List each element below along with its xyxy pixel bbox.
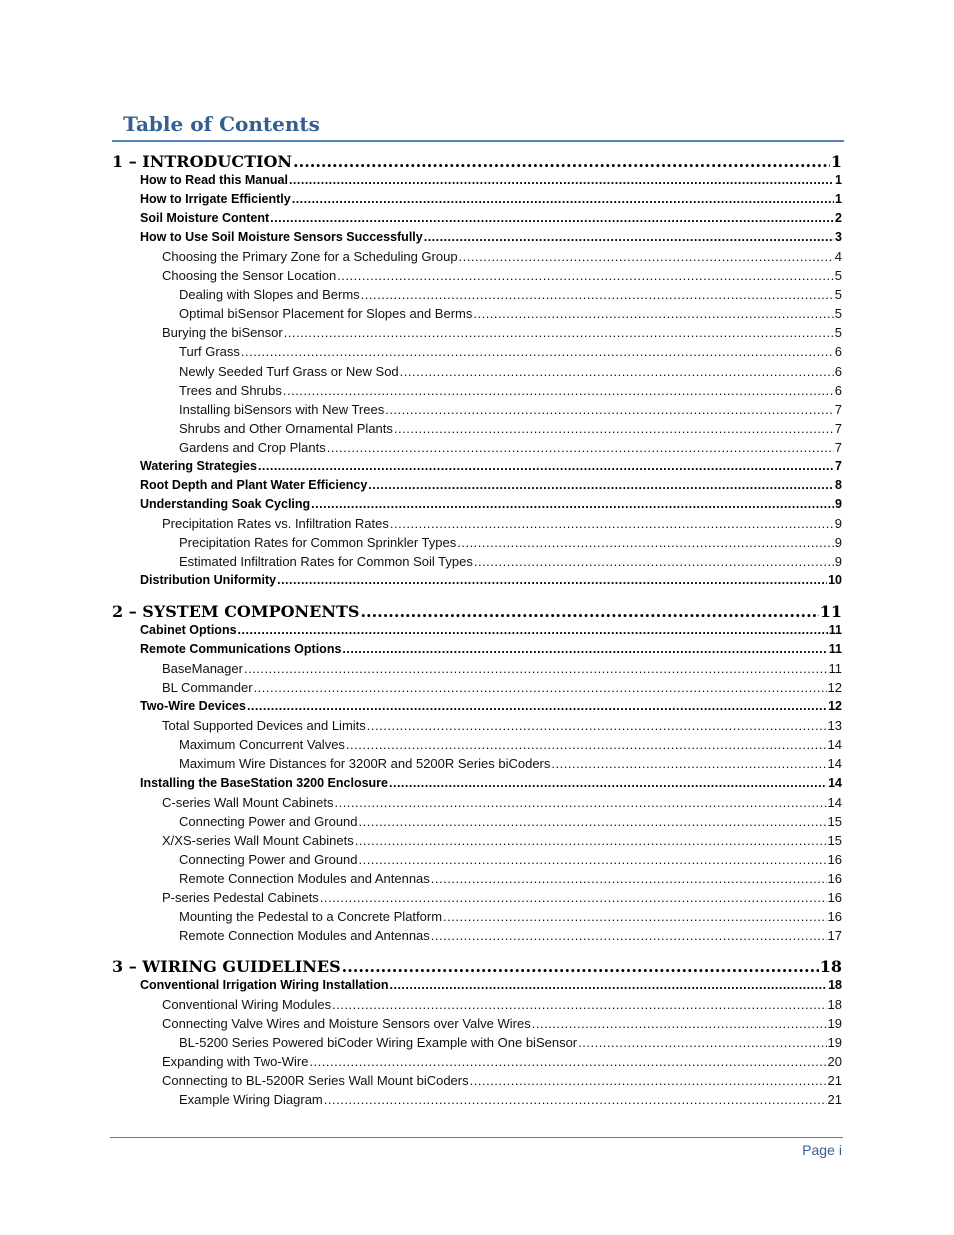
dot-leader [390, 976, 828, 995]
toc-entry-title: Conventional Wiring Modules [162, 997, 332, 1012]
toc-entry-page: 1 [830, 152, 842, 171]
toc-entry-page: 15 [827, 832, 842, 848]
toc-entry-title: Distribution Uniformity [140, 573, 277, 588]
toc-entry-page: 7 [834, 420, 842, 436]
toc-entry-page: 14 [827, 737, 842, 753]
toc-entry-title: Gardens and Crop Plants [179, 439, 326, 455]
toc-entry[interactable] [179, 533, 842, 552]
dot-leader [431, 926, 827, 945]
dot-leader [390, 514, 834, 533]
toc-entry-page: 11 [819, 602, 842, 622]
toc-entry-page: 7 [834, 401, 842, 417]
toc-entry-title: Newly Seeded Turf Grass or New Sod [179, 363, 399, 379]
toc-entry[interactable] [162, 247, 842, 266]
footer-divider [110, 1137, 843, 1138]
toc-entry-page: 17 [827, 927, 842, 943]
toc-entry-page: 8 [835, 477, 842, 492]
dot-leader [346, 735, 827, 754]
toc-entry-page: 5 [834, 306, 842, 322]
dot-leader [355, 831, 827, 850]
toc-entry[interactable] [162, 793, 842, 812]
toc-entry[interactable] [162, 1052, 842, 1071]
toc-entry-page: 4 [834, 249, 842, 265]
dot-leader [431, 869, 827, 888]
toc-entry-page: 2 [835, 211, 842, 226]
toc-entry[interactable] [140, 228, 842, 247]
toc-entry-title: Cabinet Options [140, 623, 237, 638]
toc-entry[interactable] [162, 678, 842, 697]
toc-entry-title: Choosing the Sensor Location [162, 268, 337, 284]
dot-leader [470, 1071, 827, 1090]
dot-leader [424, 228, 834, 247]
toc-entry-page: 11 [828, 642, 842, 657]
page-footer [802, 1142, 842, 1158]
toc-entry[interactable] [179, 552, 842, 571]
toc-entry-title: Turf Grass [179, 344, 240, 360]
toc-entry-page: 16 [827, 870, 842, 886]
footer-page-number: i [838, 1142, 842, 1158]
toc-entry-page: 18 [819, 956, 842, 976]
toc-entry-title: Precipitation Rates for Common Sprinkler Types [179, 534, 457, 550]
toc-entry[interactable] [162, 1014, 842, 1033]
toc-entry-page: 1 [835, 173, 842, 187]
toc-entry-title: BaseManager [162, 661, 243, 677]
toc-entry-title: Burying the biSensor [162, 325, 283, 341]
toc-entry-title: Root Depth and Plant Water Efficiency [140, 477, 368, 492]
toc-entry-title: Mounting the Pedestal to a Concrete Platform [179, 908, 443, 924]
toc-entry-title: Trees and Shrubs [179, 382, 282, 398]
toc-entry-page: 13 [827, 718, 842, 734]
dot-leader [244, 659, 828, 678]
toc-entry-title: 1 – INTRODUCTION [112, 152, 293, 171]
toc-entry-page: 7 [835, 458, 842, 473]
dot-leader [247, 697, 827, 716]
toc-entry-page: 9 [834, 554, 842, 569]
toc-entry-title: Shrubs and Other Ornamental Plants [179, 420, 393, 436]
toc-entry[interactable] [140, 621, 842, 640]
toc-entry-title: BL Commander [162, 680, 253, 696]
toc-entry[interactable] [179, 419, 842, 438]
toc-entry-page: 18 [828, 977, 842, 992]
dot-leader [327, 438, 834, 457]
dot-leader [532, 1014, 827, 1033]
toc-entry[interactable] [162, 514, 842, 533]
toc-entry-page: 7 [834, 439, 842, 455]
toc-entry-page: 21 [827, 1092, 842, 1108]
toc-entry-title: Conventional Irrigation Wiring Installation [140, 977, 389, 992]
toc-entry[interactable] [162, 266, 842, 285]
toc-entry-title: 3 – WIRING GUIDELINES [112, 956, 341, 976]
toc-entry-page: 14 [827, 756, 842, 772]
dot-leader [368, 476, 834, 495]
dot-leader [443, 907, 826, 926]
toc-entry-title: Maximum Concurrent Valves [179, 737, 345, 753]
toc-entry-page: 6 [834, 382, 842, 398]
toc-entry-title: X/XS-series Wall Mount Cabinets [162, 832, 354, 848]
toc-entry[interactable] [162, 1071, 842, 1090]
toc-entry-page: 6 [834, 344, 842, 360]
toc-entry-title: Remote Connection Modules and Antennas [179, 870, 430, 886]
toc-entry-title: Installing the BaseStation 3200 Enclosure [140, 775, 388, 790]
toc-entry-page: 10 [828, 573, 842, 588]
toc-entry-title: Installing biSensors with New Trees [179, 401, 385, 417]
dot-leader [459, 247, 834, 266]
dot-leader [241, 342, 834, 361]
dot-leader [342, 640, 827, 659]
toc-entry-page: 16 [827, 889, 842, 905]
toc-entry-page: 5 [834, 268, 842, 284]
toc-entry-page: 5 [834, 287, 842, 303]
dot-leader [359, 812, 827, 831]
dot-leader [277, 571, 827, 590]
dot-leader [238, 621, 828, 640]
toc-entry[interactable] [140, 190, 842, 209]
toc-entry-title: Connecting Power and Ground [179, 851, 358, 867]
dot-leader [578, 1033, 826, 1052]
toc-entry[interactable] [179, 304, 842, 323]
dot-leader [283, 381, 834, 400]
toc-entry-page: 14 [828, 775, 842, 790]
toc-entry-page: 5 [834, 325, 842, 341]
dot-leader [359, 850, 827, 869]
toc-entry-title: Example Wiring Diagram [179, 1092, 323, 1108]
toc-entry[interactable] [140, 457, 842, 476]
toc-entry[interactable] [179, 869, 842, 888]
dot-leader [311, 495, 834, 514]
footer-page-label: Page [802, 1142, 835, 1158]
toc-entry-page: 15 [827, 813, 842, 829]
toc-entry-title: BL-5200 Series Powered biCoder Wiring Example with One biSensor [179, 1035, 578, 1051]
toc-entry-title: Total Supported Devices and Limits [162, 718, 366, 734]
toc-entry[interactable] [162, 888, 842, 907]
toc-entry[interactable] [179, 342, 842, 361]
toc-entry[interactable] [162, 831, 842, 850]
dot-leader [254, 678, 827, 697]
dot-leader [389, 774, 827, 793]
toc-entry-title: Remote Communications Options [140, 642, 342, 657]
toc-entry[interactable] [162, 716, 842, 735]
toc-entry-page: 6 [834, 363, 842, 379]
toc-entry[interactable] [162, 995, 842, 1014]
toc-entry-title: Understanding Soak Cycling [140, 496, 311, 511]
toc-entry-title: Remote Connection Modules and Antennas [179, 927, 430, 943]
dot-leader [284, 323, 834, 342]
dot-leader [473, 304, 833, 323]
dot-leader [551, 754, 826, 773]
toc-entry[interactable] [179, 907, 842, 926]
toc-entry-page: 1 [835, 192, 842, 207]
toc-entry-title: Soil Moisture Content [140, 211, 270, 226]
dot-leader [258, 457, 834, 476]
toc-entry-title: Connecting Power and Ground [179, 813, 358, 829]
toc-entry-page: 9 [834, 534, 842, 550]
dot-leader [394, 419, 834, 438]
toc-entry[interactable] [179, 285, 842, 304]
toc-entry-page: 9 [834, 515, 842, 531]
dot-leader [332, 995, 826, 1014]
dot-leader [385, 400, 834, 419]
dot-leader [320, 888, 827, 907]
toc-entry-title: Precipitation Rates vs. Infiltration Rates [162, 515, 389, 531]
toc-entry[interactable] [179, 381, 842, 400]
toc-entry-title: Dealing with Slopes and Berms [179, 287, 360, 303]
toc-entry-page: 16 [827, 908, 842, 924]
toc-entry-page: 12 [827, 680, 842, 696]
toc-entry[interactable] [179, 850, 842, 869]
dot-leader [474, 552, 834, 571]
toc-entry-page: 14 [827, 794, 842, 810]
toc-entry[interactable] [140, 171, 842, 190]
dot-leader [457, 533, 834, 552]
toc-entry-page: 11 [828, 623, 842, 638]
dot-leader [400, 362, 834, 381]
toc-entry-title: 2 – SYSTEM COMPONENTS [112, 602, 360, 622]
toc-entry[interactable] [140, 774, 842, 793]
toc-entry-title: Choosing the Primary Zone for a Scheduling Group [162, 249, 458, 265]
toc-entry[interactable] [140, 976, 842, 995]
toc-entry[interactable] [140, 640, 842, 659]
dot-leader [334, 793, 826, 812]
dot-leader [361, 285, 834, 304]
toc-entry[interactable] [179, 754, 842, 773]
toc-entry[interactable] [179, 400, 842, 419]
toc-entry[interactable] [179, 362, 842, 381]
toc-entry[interactable] [179, 926, 842, 945]
dot-leader [270, 209, 834, 228]
toc-entry-title: Watering Strategies [140, 458, 257, 473]
toc-entry-page: 21 [827, 1073, 842, 1089]
toc-entry-title: How to Irrigate Efficiently [140, 192, 291, 207]
toc-entry[interactable] [179, 735, 842, 754]
toc-entry-page: 9 [835, 496, 842, 511]
toc-entry-page: 18 [827, 997, 842, 1012]
toc-entry-title: Estimated Infiltration Rates for Common Soil Types [179, 554, 473, 569]
toc-entry[interactable] [179, 1033, 842, 1052]
toc-entry[interactable] [140, 209, 842, 228]
toc-entry-page: 20 [827, 1054, 842, 1070]
toc-entry-title: Connecting Valve Wires and Moisture Sensors over Valve Wires [162, 1016, 531, 1032]
page-title: Table of Contents [123, 112, 320, 136]
toc-entry-title: Connecting to BL-5200R Series Wall Mount biCoders [162, 1073, 469, 1089]
toc-entry-title: Expanding with Two-Wire [162, 1054, 309, 1070]
toc-entry-page: 12 [828, 699, 842, 714]
toc-entry[interactable] [140, 697, 842, 716]
dot-leader [289, 171, 834, 190]
toc-entry-page: 19 [827, 1035, 842, 1051]
toc-entry[interactable] [179, 812, 842, 831]
dot-leader [292, 190, 834, 209]
toc-entry[interactable] [140, 495, 842, 514]
dot-leader [309, 1052, 826, 1071]
toc-entry-title: Two-Wire Devices [140, 699, 246, 714]
toc-entry[interactable] [179, 438, 842, 457]
toc-entry-title: How to Read this Manual [140, 173, 288, 187]
toc-entry-page: 11 [828, 661, 842, 677]
toc-entry-title: C-series Wall Mount Cabinets [162, 794, 334, 810]
toc-entry-title: How to Use Soil Moisture Sensors Successfully [140, 230, 423, 245]
toc-entry[interactable] [179, 1090, 842, 1109]
toc-entry[interactable] [162, 323, 842, 342]
toc-entry-title: Maximum Wire Distances for 3200R and 5200R Series biCoders [179, 756, 551, 772]
dot-leader [367, 716, 827, 735]
toc-entry-page: 19 [827, 1016, 842, 1032]
toc-entry-page: 16 [827, 851, 842, 867]
toc-entry[interactable] [140, 476, 842, 495]
toc-entry-page: 3 [835, 230, 842, 245]
toc-entry[interactable] [162, 659, 842, 678]
dot-leader [337, 266, 834, 285]
toc-entry-title: P-series Pedestal Cabinets [162, 889, 319, 905]
toc-entry[interactable] [140, 571, 842, 590]
dot-leader [324, 1090, 827, 1109]
toc-entry-title: Optimal biSensor Placement for Slopes and Berms [179, 306, 473, 322]
